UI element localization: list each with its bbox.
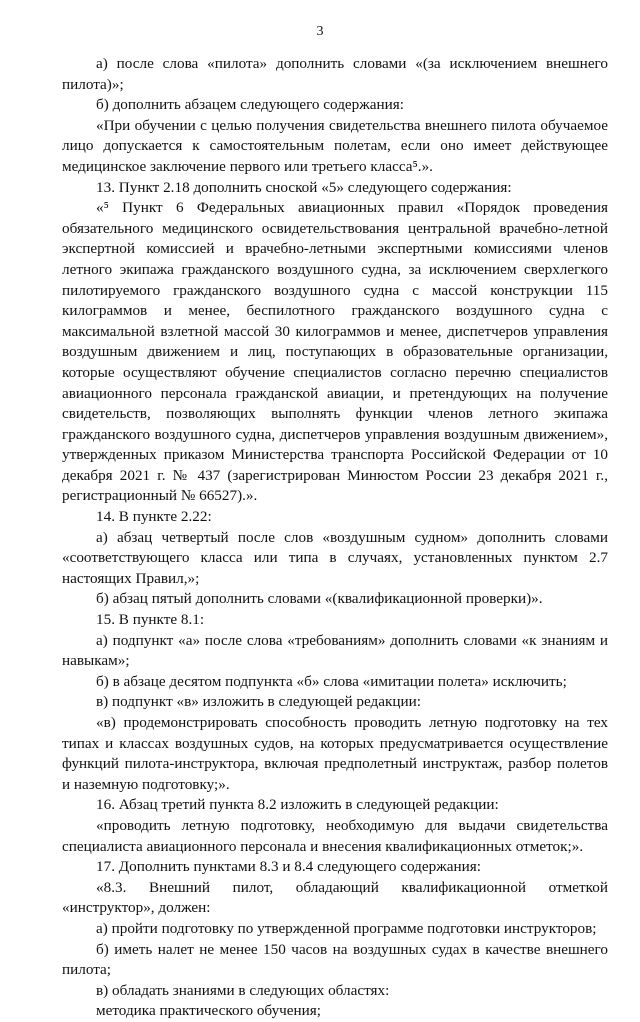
paragraph-item-15-a: а) подпункт «а» после слова «требованиям» дополнить словами «к знаниям и навыкам»; bbox=[62, 631, 608, 670]
paragraph-item-8-3-a: а) пройти подготовку по утвержденной программе подготовки инструкторов; bbox=[96, 919, 597, 937]
paragraph-quote-training-issue: «проводить летную подготовку, необходимую для выдачи свидетельства специалиста авиационного персонала и внесения квалификационных отметок;». bbox=[62, 816, 608, 855]
paragraph-quote-training: «При обучении с целью получения свидетельства внешнего пилота обучаемое лицо допускается к самостоятельным полетам, если оно имеет действующее медицинское заключение первого или третьего класса⁵.». bbox=[62, 116, 608, 175]
paragraph-item-8-3-b: б) иметь налет не менее 150 часов на воздушных судах в качестве внешнего пилота; bbox=[62, 940, 608, 979]
paragraph-quote-c-instructor: «в) продемонстрировать способность проводить летную подготовку на тех типах и классах воздушных судов, на которых предусматривается осуществление функций пилота-инструктора, включая предполетный инструктаж, разбор полетов и наземную подготовку;». bbox=[62, 714, 608, 793]
paragraph-item-15-b: б) в абзаце десятом подпункта «б» слова «имитации полета» исключить; bbox=[96, 672, 567, 690]
paragraph-item-17: 17. Дополнить пунктами 8.3 и 8.4 следующего содержания: bbox=[96, 858, 481, 876]
paragraph-item-8-3: «8.3. Внешний пилот, обладающий квалификационной отметкой «инструктор», должен: bbox=[62, 878, 608, 917]
paragraph-item-15-c: в) подпункт «в» изложить в следующей редакции: bbox=[96, 693, 421, 711]
paragraph-item-14-a: а) абзац четвертый после слов «воздушным судном» дополнить словами «соответствующего класса или типа в случаях, установленных пунктом 2.7 настоящих Правил,»; bbox=[62, 528, 608, 587]
paragraph-amend-a-pilot: а) после слова «пилота» дополнить словами «(за исключением внешнего пилота)»; bbox=[62, 55, 608, 93]
paragraph-footnote-5: «⁵ Пункт 6 Федеральных авиационных правил «Порядок проведения обязательного медицинского освидетельствования центральной врачебно-летной экспертной комиссией и врачебно-летными экспертными комиссиями членов летного экипажа гражданского воздушного судна, за исключением сверхлегкого пилотируемого гражданского воздушного судна с массой конструкции 115 килограммов и менее, беспилотного гражданского воздушного судна с максимальной взлетной массой 30 килограммов и менее, диспетчеров управления воздушным движением и лиц, поступающих в образовательные организации, которые осуществляют обучение специалистов согласно перечню специалистов авиационного персонала гражданской авиации, и претендующих на получение свидетельств, позволяющих выполнять функции членов летного экипажа гражданского воздушного судна, диспетчеров управления воздушным движением», утвержденных приказом Министерства транспорта Российской Федерации от 10 декабря 2021 г. № 437 (зарегистрирован Минюстом России 23 декабря 2021 г., регистрационный № 66527).». bbox=[62, 199, 608, 505]
paragraph-item-16: 16. Абзац третий пункта 8.2 изложить в следующей редакции: bbox=[96, 796, 499, 814]
paragraph-item-14: 14. В пункте 2.22: bbox=[96, 508, 212, 526]
page-number: 3 bbox=[316, 24, 324, 39]
paragraph-item-14-b: б) абзац пятый дополнить словами «(квалификационной проверки)». bbox=[96, 590, 543, 608]
paragraph-item-13: 13. Пункт 2.18 дополнить сноской «5» следующего содержания: bbox=[96, 178, 512, 196]
paragraph-item-15: 15. В пункте 8.1: bbox=[96, 611, 205, 629]
paragraph-item-8-3-c: в) обладать знаниями в следующих областях: bbox=[96, 981, 390, 999]
paragraph-method-practical: методика практического обучения; bbox=[96, 1002, 322, 1020]
paragraph-amend-b-add: б) дополнить абзацем следующего содержания: bbox=[96, 96, 404, 114]
document-body bbox=[62, 54, 608, 1022]
